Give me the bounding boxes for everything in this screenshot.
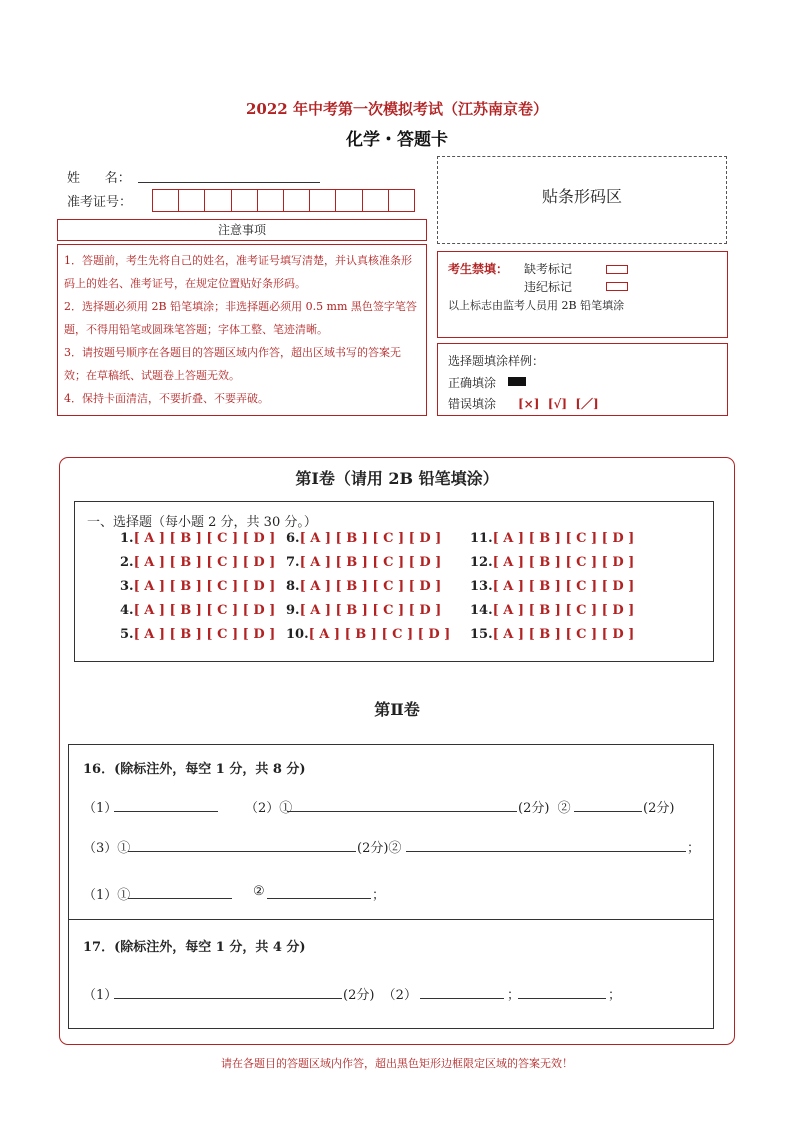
choice-question [286,555,441,570]
answer-options[interactable]: [ A ] [ B ] [ C ] [ D ] [308,627,451,642]
answer-options[interactable]: [ A ] [ B ] [ C ] [ D ] [492,627,635,642]
section-divider [68,919,714,920]
question-number: 9. [286,603,300,618]
choice-question [120,627,275,642]
choice-question [286,579,441,594]
q16-answer-1[interactable] [114,811,218,812]
correct-fill-label: 正确填涂 [448,376,497,390]
choice-question [120,555,275,570]
choice-question [286,531,441,546]
q16-answer-2a[interactable] [287,811,517,812]
choice-question [470,555,634,570]
correct-fill-sample [508,377,526,386]
fill-example-title: 选择题填涂样例： [448,354,545,368]
id-digit-box[interactable] [258,189,284,212]
banned-label: 考生禁填： [448,262,509,276]
violation-mark-label: 违纪标记 [524,280,573,294]
q16-answer-4a[interactable] [128,898,232,899]
q17-row1-sep: ； [507,988,521,1003]
q16-row3-label2: ② [253,884,265,899]
q16-answer-3b[interactable] [406,851,686,852]
answer-options[interactable]: [ A ] [ B ] [ C ] [ D ] [133,627,276,642]
exam-title: 2022 年中考第一次模拟考试（江苏南京卷） [246,100,548,118]
id-digit-box[interactable] [205,189,231,212]
wrong-fill-label: 错误填涂 [448,397,497,411]
choice-question [286,603,441,618]
question-number: 14. [470,603,493,618]
answer-options[interactable]: [ A ] [ B ] [ C ] [ D ] [299,555,442,570]
banned-marks-box [437,251,728,338]
q17-heading: 17．(除标注外，每空 1 分，共 4 分) [83,940,306,955]
choice-question [470,579,634,594]
answer-options[interactable]: [ A ] [ B ] [ C ] [ D ] [492,603,635,618]
id-digit-box[interactable] [232,189,258,212]
question-number: 12. [470,555,493,570]
q16-row2-label2: (2分)② [357,841,402,856]
id-digit-box[interactable] [179,189,205,212]
choice-question [120,531,275,546]
q16-row3-end: ； [372,888,386,903]
choice-question [470,603,634,618]
notice-item: 3．请按题号顺序在各题目的答题区域内作答，超出区域书写的答案无效；在草稿纸、试题卷上答题无效。 [64,346,401,382]
id-digit-box[interactable] [389,189,415,212]
q17-row1-end: ； [608,988,622,1003]
violation-mark-box[interactable] [606,282,628,291]
banned-note: 以上标志由监考人员用 2B 铅笔填涂 [448,299,625,312]
notice-heading: 注意事项 [57,219,427,241]
q16-answer-2b[interactable] [574,811,642,812]
notice-item: 2．选择题必须用 2B 铅笔填涂；非选择题必须用 0.5 mm 黑色签字笔答题，不得用铅笔或圆珠笔答题；字体工整、笔迹清晰。 [64,300,417,336]
id-label: 准考证号： [67,195,133,210]
fill-example-box [437,343,728,416]
q16-row1-score: (2分) [643,801,675,816]
question-number: 15. [470,627,493,642]
choice-question [286,627,450,642]
q16-row1-label2: （2）① [245,801,293,816]
choice-question [470,627,634,642]
q16-row2-end: ； [687,841,701,856]
q16-row1-label3: (2分) ② [518,801,571,816]
q17-answer-2a[interactable] [420,998,504,999]
name-label: 姓 名： [67,171,131,186]
notice-list [57,244,427,416]
question-number: 2. [120,555,134,570]
answer-options[interactable]: [ A ] [ B ] [ C ] [ D ] [133,531,276,546]
question-number: 13. [470,579,493,594]
id-digit-box[interactable] [336,189,362,212]
name-field[interactable] [138,182,320,183]
q17-row1-label1: （1） [83,988,118,1003]
choice-question [120,579,275,594]
sheet-title: 化学・答题卡 [346,130,448,150]
answer-options[interactable]: [ A ] [ B ] [ C ] [ D ] [299,579,442,594]
q16-heading: 16．(除标注外，每空 1 分，共 8 分) [83,762,306,777]
notice-item: 4．保持卡面清洁，不要折叠、不要弄破。 [64,392,269,405]
choice-question [470,531,634,546]
choice-instruction: 一、选择题（每小题 2 分，共 30 分。） [87,515,317,530]
q16-answer-3a[interactable] [128,851,356,852]
question-number: 5. [120,627,134,642]
part1-title: 第Ⅰ卷（请用 2B 铅笔填涂） [295,469,499,488]
question-number: 8. [286,579,300,594]
answer-options[interactable]: [ A ] [ B ] [ C ] [ D ] [299,531,442,546]
question-number: 7. [286,555,300,570]
exam-id-boxes[interactable] [152,189,415,212]
barcode-area: 贴条形码区 [437,156,727,244]
question-number: 1. [120,531,134,546]
question-number: 11. [470,531,493,546]
answer-options[interactable]: [ A ] [ B ] [ C ] [ D ] [299,603,442,618]
answer-options[interactable]: [ A ] [ B ] [ C ] [ D ] [492,531,635,546]
id-digit-box[interactable] [310,189,336,212]
choice-question [120,603,275,618]
part2-title: 第Ⅱ卷 [374,700,420,719]
answer-options[interactable]: [ A ] [ B ] [ C ] [ D ] [492,579,635,594]
notice-item: 1．答题前，考生先将自己的姓名，准考证号填写清楚，并认真核准条形码上的姓名、准考证号，在规定位置贴好条形码。 [64,254,412,290]
question-number: 10. [286,627,309,642]
q16-row2-label1: （3）① [83,841,131,856]
footer-warning: 请在各题目的答题区域内作答，超出黑色矩形边框限定区域的答案无效！ [221,1057,573,1070]
missing-mark-label: 缺考标记 [524,262,573,276]
id-digit-box[interactable] [284,189,310,212]
answer-options[interactable]: [ A ] [ B ] [ C ] [ D ] [133,603,276,618]
question-number: 4. [120,603,134,618]
q16-row1-label1: （1） [83,801,118,816]
q17-row1-label2: (2分) （2） [343,988,417,1003]
missing-mark-box[interactable] [606,265,628,274]
id-digit-box[interactable] [152,189,179,212]
q17-answer-1[interactable] [114,998,342,999]
answer-options[interactable]: [ A ] [ B ] [ C ] [ D ] [492,555,635,570]
id-digit-box[interactable] [363,189,389,212]
q16-row3-label1: （1）① [83,888,131,903]
question-number: 6. [286,531,300,546]
answer-options[interactable]: [ A ] [ B ] [ C ] [ D ] [133,579,276,594]
q16-answer-4b[interactable] [267,898,371,899]
wrong-fill-samples: [×] [√] [／] [518,397,599,411]
answer-options[interactable]: [ A ] [ B ] [ C ] [ D ] [133,555,276,570]
q17-answer-2b[interactable] [518,998,606,999]
question-number: 3. [120,579,134,594]
